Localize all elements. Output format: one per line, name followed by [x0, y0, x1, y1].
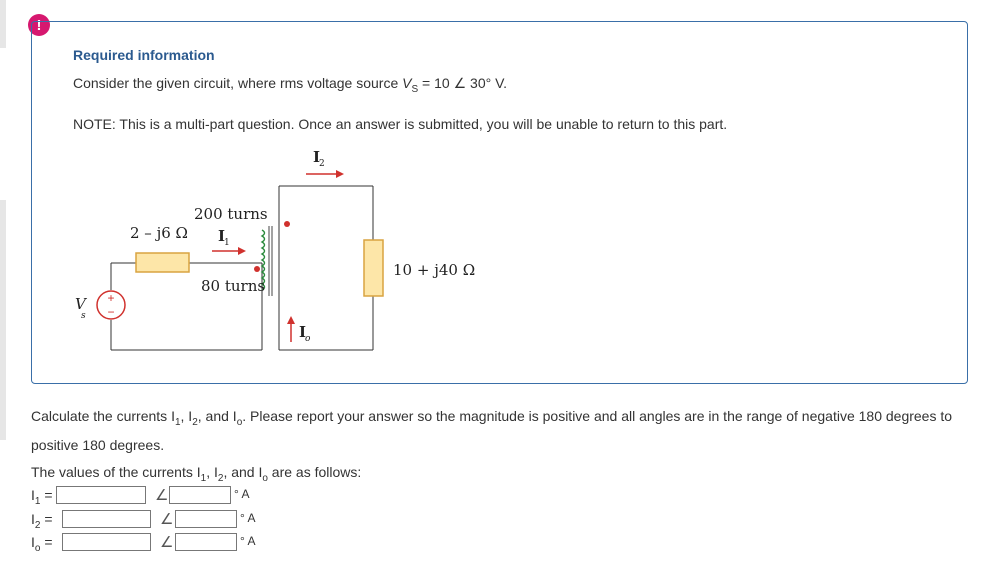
question-sub: 2: [192, 416, 198, 428]
angle-icon: ∠: [160, 534, 174, 551]
secondary-turns-label: 80 turns: [201, 277, 266, 295]
i1-magnitude-input[interactable]: [56, 486, 146, 504]
question-text-part: , I: [180, 408, 193, 424]
question-sub: o: [236, 416, 243, 428]
i2-arrow-head: [336, 170, 344, 178]
question-text-part: Calculate the currents I: [31, 408, 175, 424]
multipart-note: NOTE: This is a multi-part question. Once an answer is submitted, you will be unable to return to this part.: [73, 116, 728, 132]
answer-equals: =: [40, 487, 53, 503]
source-var-sub: S: [411, 83, 419, 95]
i2-magnitude-input[interactable]: [62, 510, 151, 528]
series-impedance-label: 2 – j6 Ω: [130, 224, 188, 242]
answer-var-sub: 2: [34, 519, 41, 531]
intro-sub: 1: [200, 472, 207, 484]
intro-sub: o: [262, 472, 268, 484]
answer-var: I: [31, 534, 35, 550]
angle-icon: ∠: [160, 511, 174, 528]
answer-row-io: [31, 533, 271, 553]
question-text: [31, 405, 971, 456]
question-text-part: , and I: [197, 408, 237, 424]
source-var: V: [402, 75, 412, 91]
i2-label: I: [313, 148, 321, 166]
answer-row-i1: [31, 486, 271, 506]
i2-angle-input[interactable]: [175, 510, 237, 528]
intro-text-part: The values of the currents I: [31, 464, 201, 480]
source-minus: −: [107, 305, 115, 319]
values-intro-text: [31, 464, 361, 484]
primary-turns-label: 200 turns: [194, 205, 268, 223]
answer-label-i1: [31, 487, 53, 507]
answer-var-sub: 1: [34, 495, 41, 507]
i1-arrow-head: [238, 247, 246, 255]
series-impedance-resistor: [136, 253, 189, 272]
io-angle-input[interactable]: [175, 533, 237, 551]
i1-label: I: [218, 227, 226, 245]
angle-icon: ∠: [155, 487, 169, 504]
primary-polarity-dot: [254, 266, 260, 272]
degree-amp-unit: ° A: [240, 511, 256, 525]
answer-var: I: [31, 511, 35, 527]
intro-text-part: are as follows:: [267, 464, 362, 480]
intro-sub: 2: [217, 472, 224, 484]
load-impedance-resistor: [364, 240, 383, 296]
alert-icon: !: [28, 14, 50, 36]
answer-label-i2: [31, 511, 53, 531]
io-label: I: [299, 323, 307, 341]
source-label: V: [75, 295, 86, 313]
answer-label-io: [31, 534, 53, 554]
i1-angle-input[interactable]: [169, 486, 231, 504]
secondary-polarity-dot: [284, 221, 290, 227]
i1-label-sub: 1: [224, 238, 230, 248]
consider-text: Consider the given circuit, where rms voltage source: [73, 75, 403, 91]
io-magnitude-input[interactable]: [62, 533, 151, 551]
degree-amp-unit: ° A: [240, 534, 256, 548]
intro-text-part: , I: [206, 464, 218, 480]
answer-var-sub: o: [34, 542, 41, 554]
question-sub: 1: [174, 416, 181, 428]
source-plus: +: [107, 291, 115, 305]
source-label-sub: s: [81, 311, 86, 321]
io-label-sub: o: [305, 334, 311, 344]
io-arrow-head: [287, 316, 295, 324]
answer-equals: =: [40, 534, 53, 550]
answer-var: I: [31, 487, 35, 503]
source-value: = 10 ∠ 30° V.: [418, 75, 508, 91]
intro-text-part: , and I: [223, 464, 263, 480]
question-text-part: . Please report your answer so the magnitude is positive and all angles are in the range of negative 180 degrees to positive 180 degrees.: [31, 408, 953, 453]
degree-amp-unit: ° A: [234, 487, 250, 501]
answer-row-i2: [31, 510, 271, 530]
load-impedance-label: 10 + j40 Ω: [393, 261, 476, 279]
answer-equals: =: [40, 511, 53, 527]
required-information-title: Required information: [73, 47, 215, 63]
i2-label-sub: 2: [319, 159, 325, 169]
